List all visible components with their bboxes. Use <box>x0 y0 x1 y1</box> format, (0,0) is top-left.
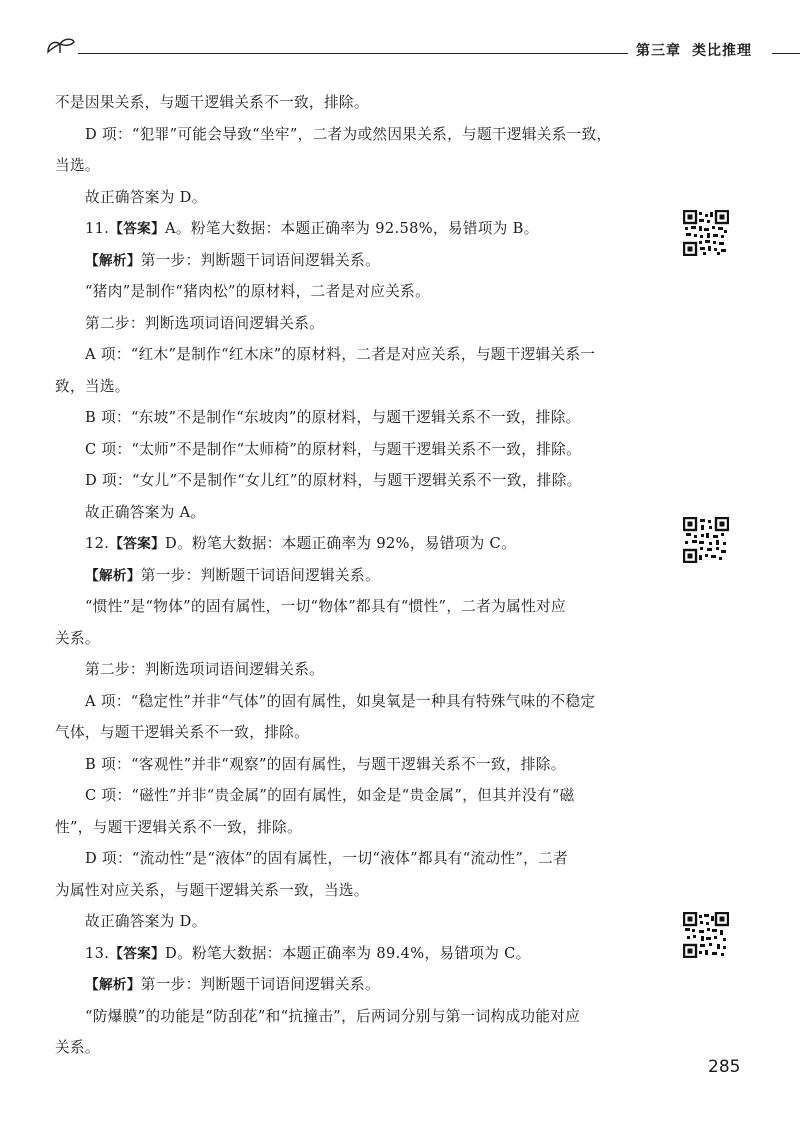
text-line <box>55 219 655 238</box>
text-line <box>55 93 655 112</box>
line-text: B 项：“客观性”并非“观察”的固有属性，与题干逻辑关系不一致，排除。 <box>85 755 566 773</box>
line-text: 为属性对应关系，与题干逻辑关系一致，当选。 <box>55 881 369 899</box>
line-text: D 项：“女儿”不是制作“女儿红”的原材料，与题干逻辑关系不一致，排除。 <box>85 472 582 489</box>
text-line <box>55 881 655 900</box>
line-text: A 项：“红木”是制作“红木床”的原材料，二者是对应关系，与题干逻辑关系一 <box>85 346 596 363</box>
explanation-body <box>55 93 655 1070</box>
line-text: 当选。 <box>55 157 100 174</box>
question-number: 11. <box>85 220 110 237</box>
line-text: 第一步：判断题干词语间逻辑关系。 <box>140 976 380 993</box>
text-line <box>55 377 655 396</box>
line-text: 第二步：判断选项词语间逻辑关系。 <box>85 314 325 332</box>
topic-label: 类比推理 <box>692 43 752 59</box>
text-line <box>55 471 655 490</box>
page-number: 285 <box>708 1057 741 1077</box>
line-text: 故正确答案为 D。 <box>85 188 207 206</box>
text-line <box>55 125 655 144</box>
section-label: 【解析】 <box>85 977 141 993</box>
line-text: 关系。 <box>55 629 100 647</box>
line-text: A。粉笔大数据：本题正确率为 92.58%，易错项为 B。 <box>165 220 539 237</box>
text-line <box>55 566 655 585</box>
question-number: 13. <box>85 944 110 962</box>
line-text: C 项：“磁性”并非“贵金属”的固有属性，如金是“贵金属”，但其并没有“磁 <box>85 787 575 804</box>
line-text: 第一步：判断题干词语间逻辑关系。 <box>140 566 380 584</box>
line-text: C 项：“太师”不是制作“太师椅”的原材料，与题干逻辑关系不一致，排除。 <box>85 440 582 458</box>
text-line <box>55 156 655 175</box>
text-line <box>55 282 655 301</box>
text-line <box>55 723 655 742</box>
text-line <box>55 912 655 931</box>
text-line <box>55 534 655 553</box>
line-text: 故正确答案为 D。 <box>85 913 207 930</box>
line-text: B 项：“东坡”不是制作“东坡肉”的原材料，与题干逻辑关系不一致，排除。 <box>85 409 581 426</box>
qr-code-icon[interactable] <box>683 210 729 256</box>
line-text: D。粉笔大数据：本题正确率为 89.4%，易错项为 C。 <box>165 944 531 962</box>
line-text: D 项：“流动性”是“液体”的固有属性，一切“液体”都具有“流动性”，二者 <box>85 850 569 867</box>
line-text: D。粉笔大数据：本题正确率为 92%，易错项为 C。 <box>165 535 517 552</box>
line-text: D 项：“犯罪”可能会导致“坐牢”，二者为或然因果关系，与题干逻辑关系一致， <box>85 125 612 143</box>
text-line <box>55 1007 655 1026</box>
question-number: 12. <box>85 535 110 552</box>
header-rule-right <box>772 53 800 54</box>
text-line <box>55 440 655 459</box>
text-line <box>55 849 655 868</box>
text-line <box>55 944 655 963</box>
line-text: 第二步：判断选项词语间逻辑关系。 <box>85 661 325 678</box>
text-line <box>55 786 655 805</box>
section-label: 【答案】 <box>109 945 166 962</box>
text-line <box>55 251 655 270</box>
line-text: 致，当选。 <box>55 377 130 395</box>
text-line <box>55 975 655 994</box>
text-line <box>55 314 655 333</box>
chapter-label: 第三章 <box>636 43 681 59</box>
line-text: 第一步：判断题干词语间逻辑关系。 <box>140 251 380 269</box>
text-line <box>55 629 655 648</box>
section-label: 【答案】 <box>109 536 166 552</box>
line-text: 故正确答案为 A。 <box>85 503 206 521</box>
qr-code-icon[interactable] <box>683 912 729 958</box>
text-line <box>55 755 655 774</box>
text-line <box>55 345 655 364</box>
qr-code-icon[interactable] <box>683 517 729 563</box>
leaf-icon <box>44 30 76 58</box>
text-line <box>55 408 655 427</box>
text-line <box>55 1038 655 1057</box>
text-line <box>55 503 655 522</box>
header-rule <box>78 53 628 54</box>
section-label: 【解析】 <box>85 567 141 584</box>
text-line <box>55 660 655 679</box>
text-line <box>55 692 655 711</box>
line-text: “惯性”是“物体”的固有属性，一切“物体”都具有“惯性”，二者为属性对应 <box>85 598 566 615</box>
line-text: 性”，与题干逻辑关系不一致，排除。 <box>55 818 302 836</box>
section-label: 【解析】 <box>85 252 141 269</box>
page-header <box>44 30 760 60</box>
section-label: 【答案】 <box>109 221 166 237</box>
text-line <box>55 188 655 207</box>
line-text: 不是因果关系，与题干逻辑关系不一致，排除。 <box>55 94 369 111</box>
line-text: “猪肉”是制作“猪肉松”的原材料，二者是对应关系。 <box>85 283 431 300</box>
text-line <box>55 818 655 837</box>
line-text: 气体，与题干逻辑关系不一致，排除。 <box>55 724 310 741</box>
line-text: “防爆膜”的功能是“防刮花”和“抗撞击”，后两词分别与第一词构成功能对应 <box>85 1007 581 1025</box>
text-line <box>55 597 655 616</box>
line-text: 关系。 <box>55 1039 100 1056</box>
line-text: A 项：“稳定性”并非“气体”的固有属性，如臭氧是一种具有特殊气味的不稳定 <box>85 692 596 710</box>
